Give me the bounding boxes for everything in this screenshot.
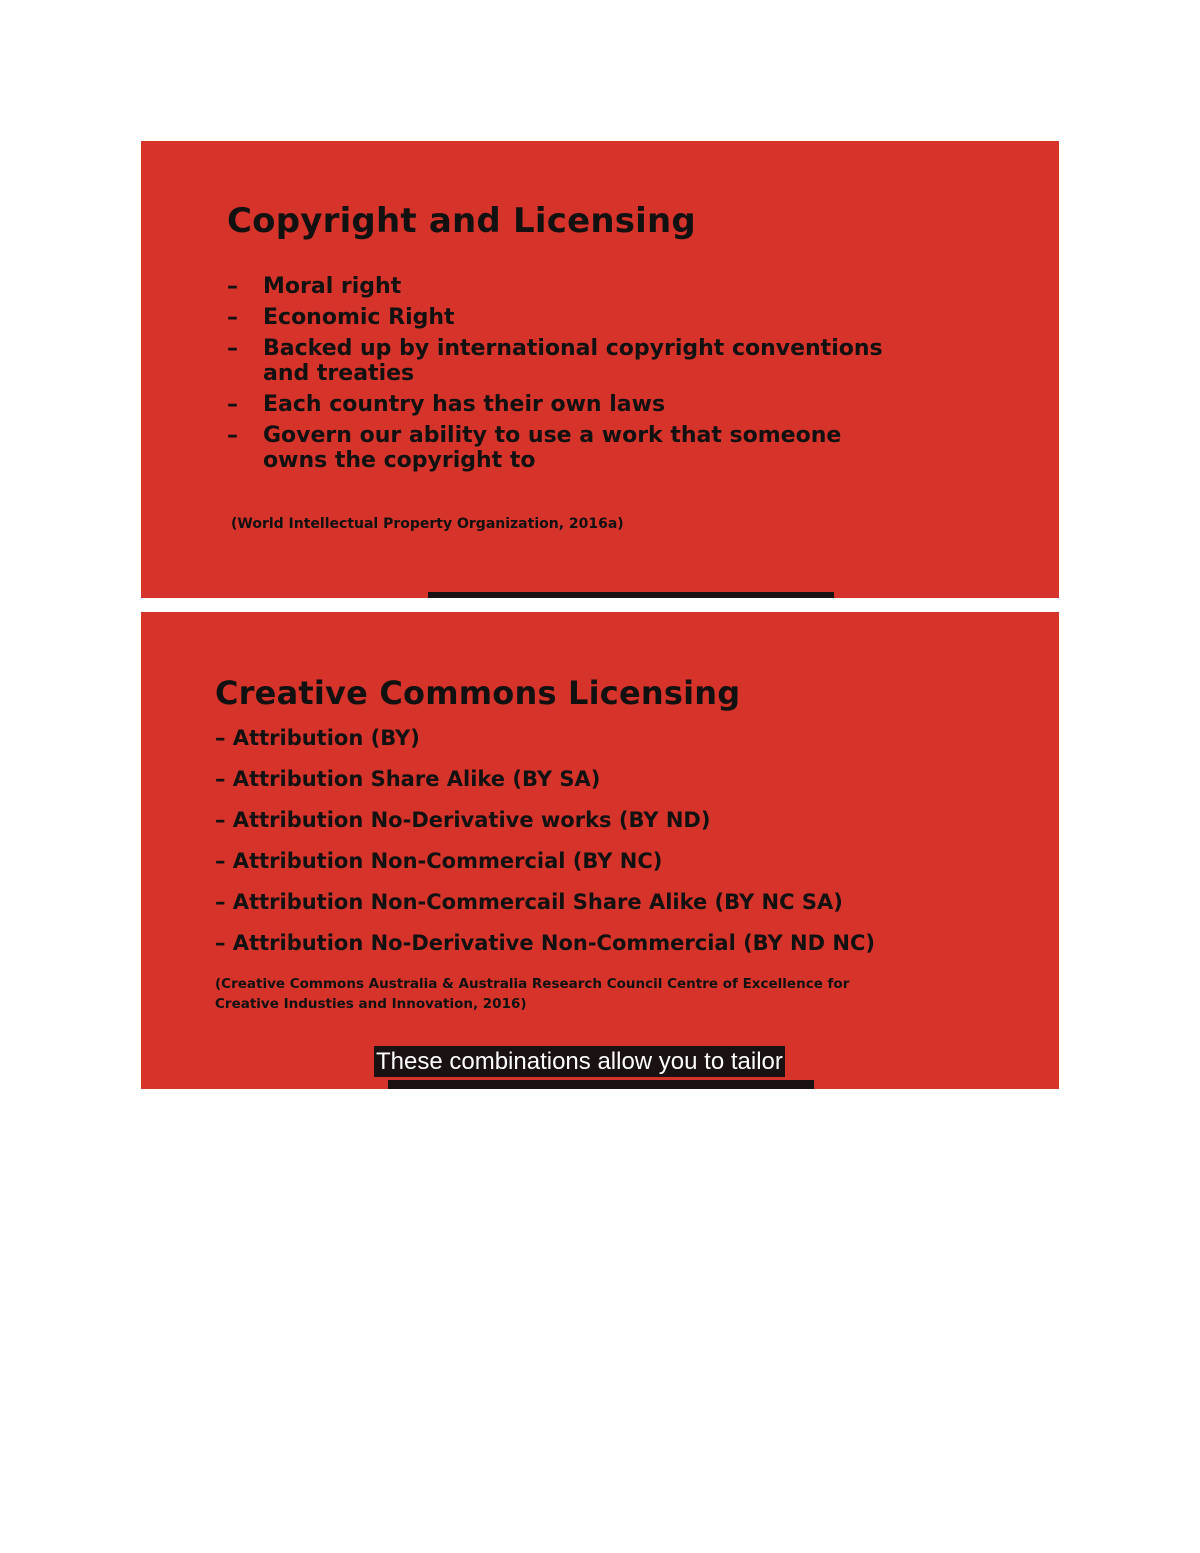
list-item — [227, 336, 883, 386]
slide-copyright-licensing — [141, 141, 1059, 598]
bullet-text: Moral right — [263, 274, 402, 299]
list-item: – Attribution Non-Commercial (BY NC) — [215, 849, 663, 873]
bullet-list — [215, 724, 875, 970]
bullet-text: Govern our ability to use a work that someone owns the copyright to — [263, 423, 842, 473]
bullet-dash: – — [227, 392, 238, 417]
list-item — [227, 423, 883, 473]
list-item: – Attribution (BY) — [215, 726, 420, 750]
video-caption-cropped — [388, 1080, 814, 1089]
list-item — [227, 392, 883, 417]
bullet-dash: – — [227, 274, 238, 299]
bullet-dash: – — [227, 336, 238, 361]
list-item: – Attribution No-Derivative works (BY ND) — [215, 808, 711, 832]
video-caption-cropped — [428, 592, 834, 598]
list-item: – Attribution No-Derivative Non-Commercial (BY ND NC) — [215, 931, 875, 955]
citation: (Creative Commons Australia & Australia Research Council Centre of Excellence for Creative Industies and Innovation, 2016) — [215, 976, 850, 1012]
bullet-text: Backed up by international copyright conventions and treaties — [263, 336, 883, 386]
bullet-dash: – — [227, 423, 238, 448]
slide-title: Creative Commons Licensing — [215, 674, 741, 712]
list-item: – Attribution Share Alike (BY SA) — [215, 767, 601, 791]
bullet-text: Each country has their own laws — [263, 392, 666, 417]
list-item — [227, 305, 883, 330]
bullet-dash: – — [227, 305, 238, 330]
bullet-text: Economic Right — [263, 305, 455, 330]
list-item: – Attribution Non-Commercail Share Alike (BY NC SA) — [215, 890, 843, 914]
bullet-list — [227, 274, 883, 479]
list-item — [227, 274, 883, 299]
slide-title: Copyright and Licensing — [227, 201, 696, 241]
video-caption: These combinations allow you to tailor — [376, 1048, 783, 1075]
citation: (World Intellectual Property Organization, 2016a) — [231, 516, 624, 532]
slide-creative-commons-licensing — [141, 612, 1059, 1089]
